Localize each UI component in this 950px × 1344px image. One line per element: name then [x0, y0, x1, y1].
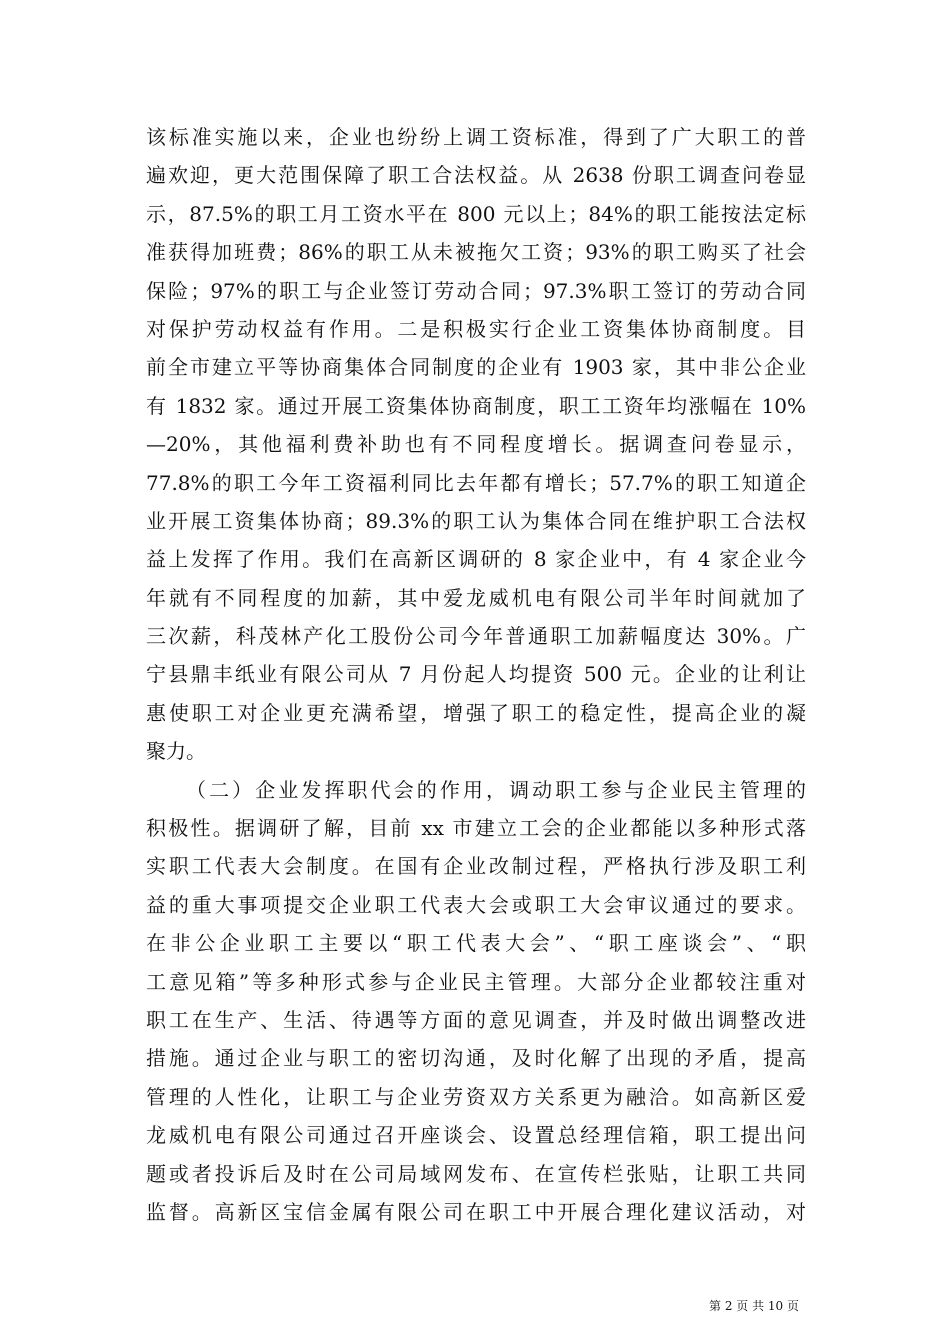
- body-text: [146, 118, 806, 1231]
- text-line: 职工在生产、生活、待遇等方面的意见调查，并及时做出调整改进: [146, 1007, 806, 1032]
- text-line: 前全市建立平等协商集体合同制度的企业有 1903 家，其中非公企业: [146, 355, 806, 380]
- text-line: 77.8%的职工今年工资福利同比去年都有增长；57.7%的职工知道企: [146, 470, 806, 495]
- section-heading-line: （二）企业发挥职代会的作用，调动职工参与企业民主管理的: [186, 777, 806, 802]
- text-line: 宁县鼎丰纸业有限公司从 7 月份起人均提资 500 元。企业的让利让: [146, 662, 806, 687]
- text-line: 措施。通过企业与职工的密切沟通，及时化解了出现的矛盾，提高: [146, 1046, 806, 1071]
- text-line: 在非公企业职工主要以“职工代表大会”、“职工座谈会”、“职: [146, 931, 806, 956]
- text-line: 业开展工资集体协商；89.3%的职工认为集体合同在维护职工合法权: [146, 508, 806, 533]
- text-line: 监督。高新区宝信金属有限公司在职工中开展合理化建议活动，对: [146, 1199, 806, 1224]
- text-line: 保险；97%的职工与企业签订劳动合同；97.3%职工签订的劳动合同: [146, 278, 806, 303]
- text-line: 遍欢迎，更大范围保障了职工合法权益。从 2638 份职工调查问卷显: [146, 163, 806, 188]
- text-line: 益的重大事项提交企业职工代表大会或职工大会审议通过的要求。: [146, 892, 806, 917]
- text-line: 实职工代表大会制度。在国有企业改制过程，严格执行涉及职工利: [146, 854, 806, 879]
- text-line: 准获得加班费；86%的职工从未被拖欠工资；93%的职工购买了社会: [146, 240, 806, 265]
- text-line: 题或者投诉后及时在公司局域网发布、在宣传栏张贴，让职工共同: [146, 1161, 806, 1186]
- text-line-paragraph-end: 聚力。: [146, 739, 206, 764]
- text-line: 管理的人性化，让职工与企业劳资双方关系更为融洽。如高新区爱: [146, 1084, 806, 1109]
- text-line: 年就有不同程度的加薪，其中爱龙威机电有限公司半年时间就加了: [146, 585, 806, 610]
- text-line: 益上发挥了作用。我们在高新区调研的 8 家企业中，有 4 家企业今: [146, 547, 806, 572]
- text-line: 积极性。据调研了解，目前 xx 市建立工会的企业都能以多种形式落: [146, 816, 806, 841]
- text-line: 三次薪，科茂林产化工股份公司今年普通职工加薪幅度达 30%。广: [146, 624, 806, 649]
- text-line: 龙威机电有限公司通过召开座谈会、设置总经理信箱，职工提出问: [146, 1123, 806, 1148]
- text-line: 该标准实施以来，企业也纷纷上调工资标准，得到了广大职工的普: [146, 125, 806, 149]
- text-line: 工意见箱”等多种形式参与企业民主管理。大部分企业都较注重对: [146, 969, 806, 994]
- text-line: 对保护劳动权益有作用。二是积极实行企业工资集体协商制度。目: [146, 316, 806, 341]
- page-number: 第 2 页 共 10 页: [709, 1299, 799, 1313]
- text-line: —20%，其他福利费补助也有不同程度增长。据调查问卷显示，: [146, 432, 806, 457]
- text-line: 有 1832 家。通过开展工资集体协商制度，职工工资年均涨幅在 10%: [146, 393, 806, 418]
- text-line: 示，87.5%的职工月工资水平在 800 元以上；84%的职工能按法定标: [146, 201, 806, 226]
- text-line: 惠使职工对企业更充满希望，增强了职工的稳定性，提高企业的凝: [146, 700, 806, 725]
